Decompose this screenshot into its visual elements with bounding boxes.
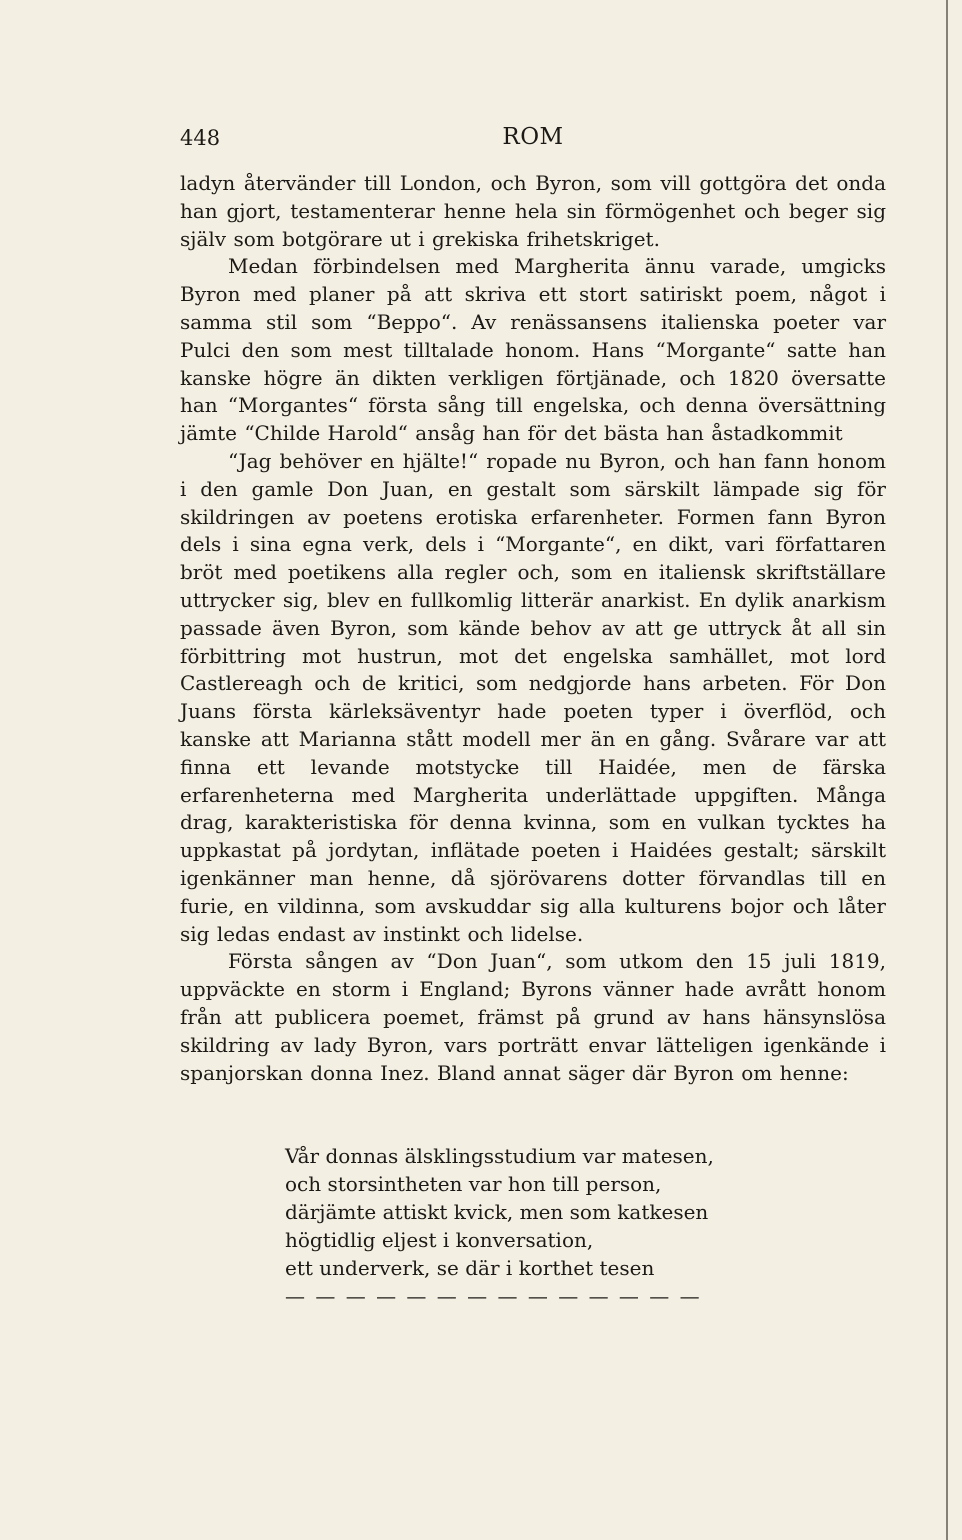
- verse-omission-dashes: — — — — — — — — — — — — — —: [285, 1284, 702, 1308]
- paragraph: Medan förbindelsen med Margherita ännu varade, umgicks Byron med planer på att skriva ett stort satiriskt poem, något i samma stil som “Beppo“. Av renässansens italienska poeter var Pulci den som mest tilltalade honom. Hans “Morgante“ satte han kanske högre än dikten verkligen förtjänade, och 1820 översatte han “Morgantes“ första sång till engelska, och denna översättning jämte “Childe Harold“ ansåg han för det bästa han åstadkommit: [180, 254, 886, 446]
- verse-line: ett underverk, se där i korthet tesen: [285, 1256, 655, 1280]
- page-edge: [946, 0, 948, 1540]
- verse-line: därjämte attiskt kvick, men som katkesen: [285, 1200, 709, 1224]
- paragraph: “Jag behöver en hjälte!“ ropade nu Byron, och han fann honom i den gamle Don Juan, en gestalt som särskilt lämpade sig för skildringen av poetens erotiska erfarenheter. Formen fann Byron dels i sina egna verk, dels i “Morgante“, en dikt, vari författaren bröt med poetikens alla regler och, som en italiensk skriftställare uttrycker sig, blev en fullkomlig litterär anarkist. En dylik anarkism passade även Byron, som kände behov av att ge uttryck åt all sin förbittring mot hustrun, mot det engelska samhället, mot lord Castlereagh och de kritici, som nedgjorde hans arbeten. För Don Juans första kärleksäventyr hade poeten typer i överflöd, och kanske att Marianna stått modell mer än en gång. Svårare var att finna ett levande motstycke till Haidée, men de färska erfarenheterna med Margherita underlättade uppgiften. Många drag, karakteristiska för denna kvinna, som en vulkan tycktes ha uppkastat på jordytan, inflätade poeten i Haidées gestalt; särskilt igenkänner man henne, då sjörövarens dotter förvandlas till en furie, en vildinna, som avskuddar sig alla kulturens bojor och låter sig ledas endast av instinkt och lidelse.: [180, 448, 886, 946]
- body-text: [180, 170, 886, 1087]
- verse-line: Vår donnas älsklingsstudium var matesen,: [285, 1144, 714, 1168]
- paragraph: ladyn återvänder till London, och Byron, som vill gottgöra det onda han gjort, testamenterar henne hela sin förmögenhet och beger sig själv som botgörare ut i grekiska frihetskriget.: [180, 171, 886, 251]
- verse-quote: [285, 1142, 785, 1282]
- running-title: ROM: [502, 124, 564, 150]
- verse-line: högtidlig eljest i konversation,: [285, 1228, 594, 1252]
- paragraph: Första sången av “Don Juan“, som utkom den 15 juli 1819, uppväckte en storm i England; Byrons vänner hade avrått honom från att publicera poemet, främst på grund av hans hänsynslösa skildring av lady Byron, vars porträtt envar lätteligen igenkände i spanjorskan donna Inez. Bland annat säger där Byron om henne:: [180, 949, 886, 1085]
- page-number: 448: [180, 126, 221, 150]
- page-header: [180, 122, 886, 158]
- verse-line: och storsintheten var hon till person,: [285, 1172, 662, 1196]
